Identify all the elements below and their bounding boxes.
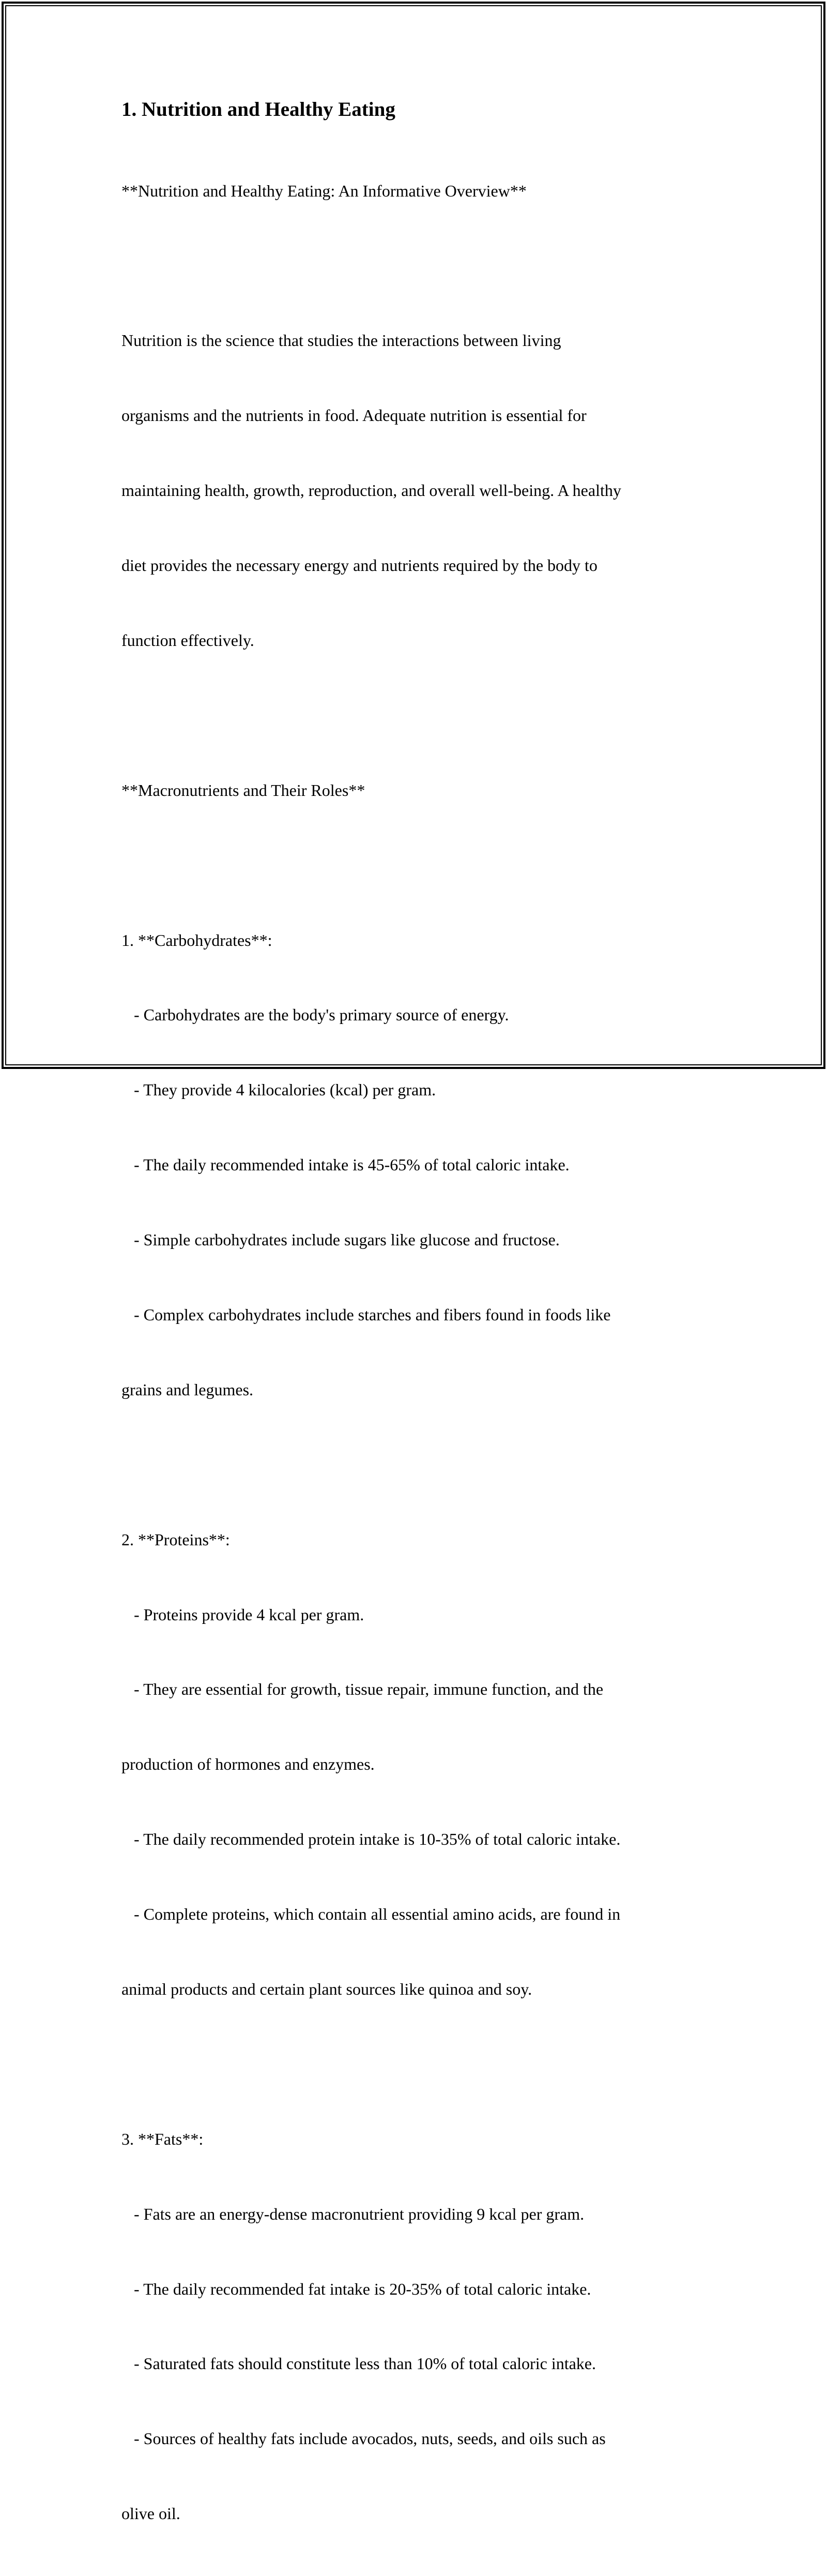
list-item-proteins: 2. **Proteins**: [121, 1530, 230, 1549]
carbohydrates-detail-line: - The daily recommended intake is 45-65% of total caloric intake. [121, 1155, 570, 1174]
fats-detail-line: - Fats are an energy-dense macronutrient providing 9 kcal per gram. [121, 2204, 585, 2223]
section-title-macronutrients: **Macronutrients and Their Roles** [121, 780, 365, 800]
blank-line [121, 253, 706, 278]
page-title: 1. Nutrition and Healthy Eating [121, 98, 395, 120]
fats-detail-line: - Saturated fats should constitute less than 10% of total caloric intake. [121, 2354, 596, 2373]
list-item-carbohydrates: 1. **Carbohydrates**: [121, 930, 272, 950]
carbohydrates-detail-line: - Simple carbohydrates include sugars like glucose and fructose. [121, 1230, 560, 1249]
proteins-detail-line: - Complete proteins, which contain all essential amino acids, are found in [121, 1905, 621, 1924]
fats-detail-line: - The daily recommended fat intake is 20-35% of total caloric intake. [121, 2279, 591, 2298]
intro-paragraph-line: diet provides the necessary energy and nutrients required by the body to [121, 556, 598, 575]
fats-detail-line: - Sources of healthy fats include avocados, nuts, seeds, and oils such as [121, 2429, 606, 2448]
carbohydrates-detail-line: grains and legumes. [121, 1380, 254, 1399]
document-body [121, 128, 706, 2576]
overview-title: **Nutrition and Healthy Eating: An Informative Overview** [121, 181, 527, 200]
blank-line [121, 703, 706, 728]
blank-line [121, 1452, 706, 1477]
carbohydrates-detail-line: - Carbohydrates are the body's primary source of energy. [121, 1005, 509, 1025]
blank-line [121, 2052, 706, 2076]
proteins-detail-line: - The daily recommended protein intake is 10-35% of total caloric intake. [121, 1830, 621, 1849]
document-content [121, 93, 706, 2576]
proteins-detail-line: production of hormones and enzymes. [121, 1755, 375, 1774]
intro-paragraph-line: Nutrition is the science that studies the interactions between living [121, 331, 561, 350]
carbohydrates-detail-line: - Complex carbohydrates include starches and fibers found in foods like [121, 1305, 611, 1324]
carbohydrates-detail-line: - They provide 4 kilocalories (kcal) per gram. [121, 1080, 436, 1099]
blank-line [121, 853, 706, 878]
proteins-detail-line: - Proteins provide 4 kcal per gram. [121, 1605, 364, 1624]
intro-paragraph-line: function effectively. [121, 630, 254, 650]
proteins-detail-line: - They are essential for growth, tissue repair, immune function, and the [121, 1680, 604, 1699]
fats-detail-line: olive oil. [121, 2504, 180, 2523]
list-item-fats: 3. **Fats**: [121, 2129, 204, 2148]
intro-paragraph-line: organisms and the nutrients in food. Adequate nutrition is essential for [121, 406, 587, 425]
proteins-detail-line: animal products and certain plant sources like quinoa and soy. [121, 1979, 532, 1998]
intro-paragraph-line: maintaining health, growth, reproduction, and overall well-being. A healthy [121, 481, 621, 500]
